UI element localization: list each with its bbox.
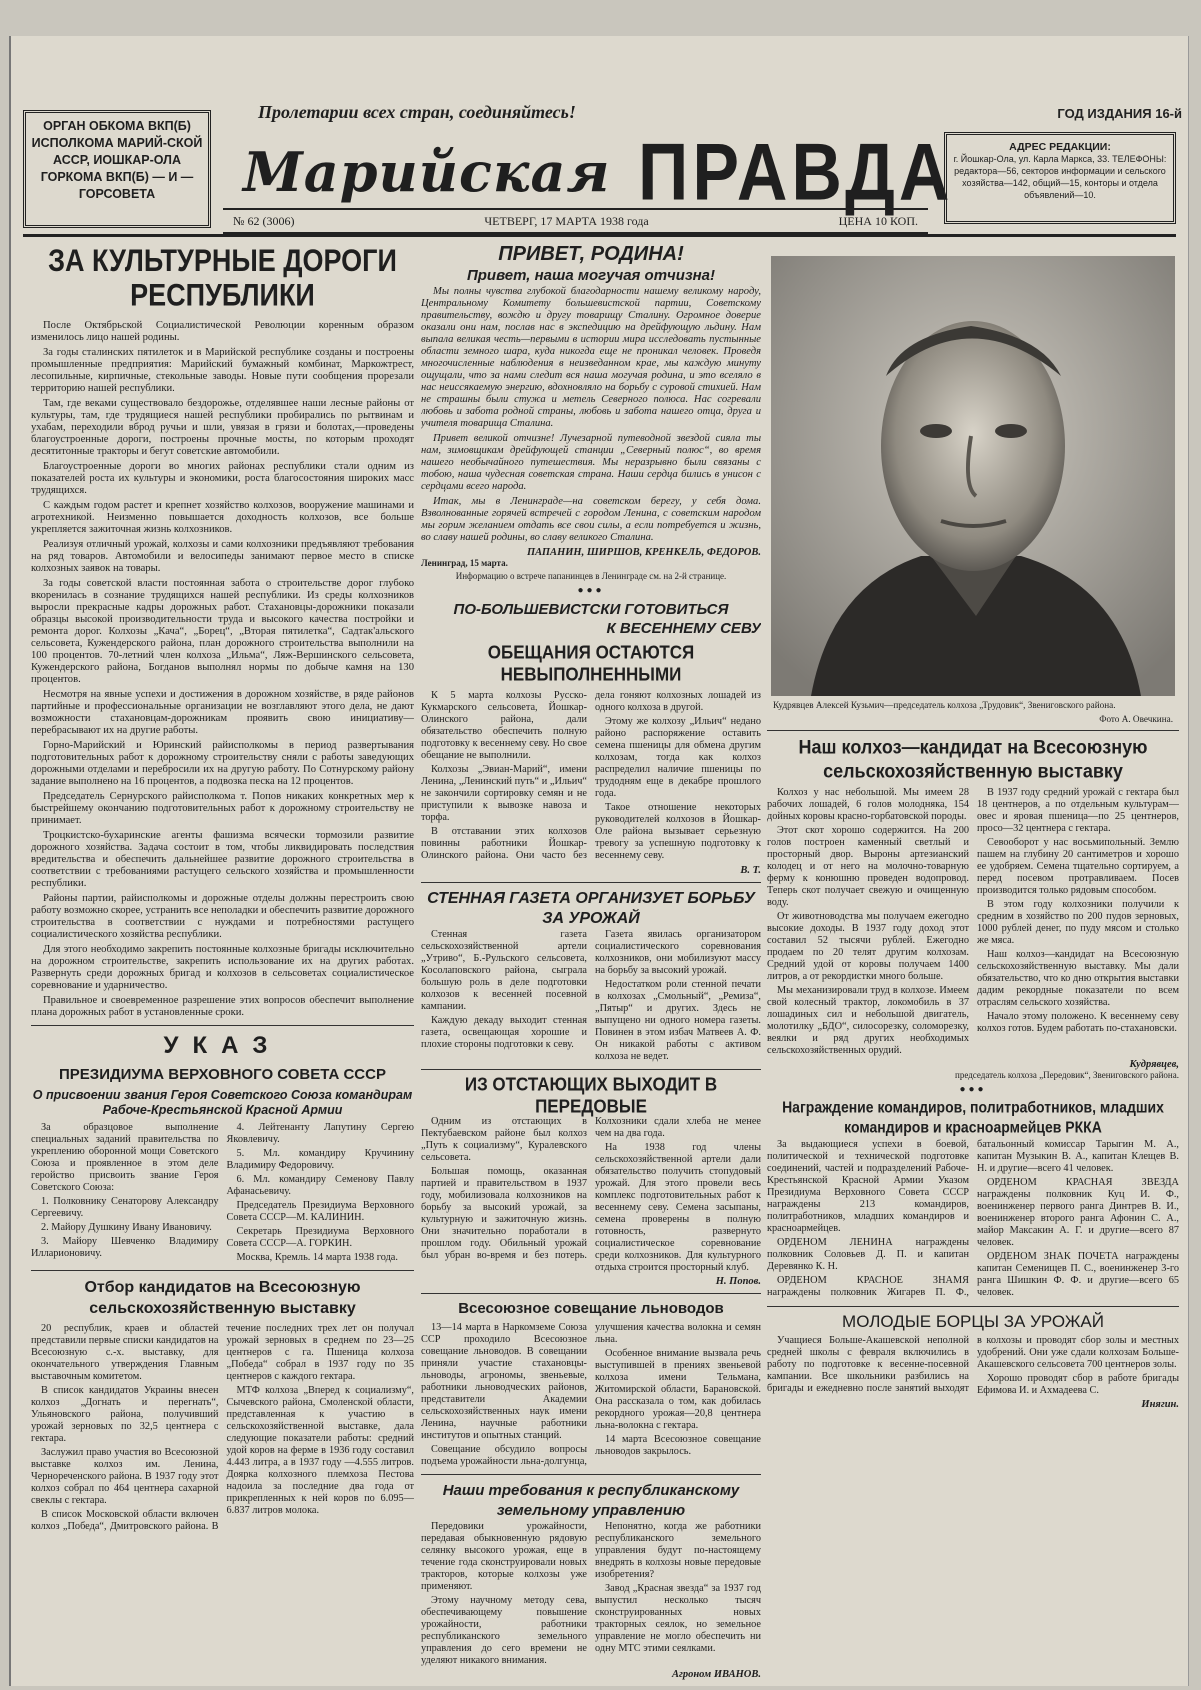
portrait-photo xyxy=(771,256,1175,696)
paragraph: 2. Майору Душкину Ивану Ивановичу. xyxy=(41,1222,212,1233)
lagging-signature: Н. Попов. xyxy=(715,1276,761,1287)
paragraph: Большая помощь, оказанная партией и правительством в 1937 году, мобилизовала колхозников на борьбу за высокий урожай, за культурную и зажиточную жизнь. Они значительно поработали в прошлом году. Обильный урожай был убран во-время и без потерь. Колхозники сдали хлеба не менее чем на два года. xyxy=(421,1116,761,1261)
title-mariyskaya: Марийская xyxy=(243,140,611,204)
organ-box: ОРГАН ОБКОМА ВКП(Б) ИСПОЛКОМА МАРИЙ-СКОЙ АССР, ИОШКАР-ОЛА ГОРКОМА ВКП(Б) — И — ГОРСОВЕТА xyxy=(23,110,211,228)
flax-headline: Всесоюзное совещание льноводов xyxy=(458,1300,724,1317)
paragraph: 3. Майору Шевченко Владимиру Илларионовичу. xyxy=(31,1236,219,1259)
ukaz-title: ПРЕЗИДИУМА ВЕРХОВНОГО СОВЕТА СССР xyxy=(59,1066,386,1083)
paragraph: За выдающиеся успехи в боевой, политической и технической подготовке соединений, частей и подразделений Рабоче-Крестьянской Красной Армии Указом Президиума Верховного Совета СССР награждены 213 командиров, политработников, младших командиров и красноармейцев. xyxy=(767,1139,969,1234)
paragraph: Реализуя отличный урожай, колхозы и сами колхозники предъявляют требования на ряд товаров. Автомобили и велосипеды занимают первое место в списке колхозных заявок на товары. xyxy=(31,539,414,574)
promises-body xyxy=(421,690,761,863)
paragraph: К 5 марта колхозы Русско-Кукмарского сельсовета, Йошкар-Олинского района, дали обязательство обеспечить полную подготовку к весеннему севу. Но свое обещание не выполнили. xyxy=(421,690,587,761)
photo-credit: Фото А. Овечкина. xyxy=(1099,714,1173,724)
paragraph: Каждую декаду выходит стенная газета, освещающая хорошие и плохие стороны подготовки к севу. xyxy=(421,1015,587,1050)
wallpaper-body xyxy=(421,929,761,1063)
paragraph: Стенная газета сельскохозяйственной артели „Утриво“, Б.-Рульского сельсовета, Косолаповского района, сыграла большую роль в деле подготовки колхозов к весенней посевной кампании. xyxy=(421,929,587,1012)
address-box xyxy=(944,132,1176,224)
paragraph: Привет великой отчизне! Лучезарной путеводной звездой сияла ты нам, зимовщикам дрейфующей станции „Северный полюс“, во время нашего необычайного путешествия. Мы неразрывно были связаны с тобою, наша чудесная советская страна. Наши сердца бились в унисон с сердцами всего народа. xyxy=(421,433,761,492)
paragraph: Совещание обсудило вопросы подъема урожайности льна-долгунца, улучшения качества волокна и семян льна. xyxy=(421,1322,761,1467)
young-headline: МОЛОДЫЕ БОРЦЫ ЗА УРОЖАЙ xyxy=(842,1312,1104,1331)
awards-body xyxy=(767,1139,1179,1300)
greeting-note: Информацию о встрече папанинцев в Ленинграде см. на 2-й странице. xyxy=(455,571,727,581)
paragraph: 14 марта Всесоюзное совещание льноводов закрылось. xyxy=(595,1434,761,1457)
paragraph: Особенное внимание вызвала речь выступившей в прениях звеньевой колхоза имени Тельмана, Житомирской области, Барановской. Она рассказала о том, как добилась рекордного урожая—20,8 центнера льна-волокна с гектара. xyxy=(595,1348,761,1431)
paragraph: Колхоз у нас небольшой. Мы имеем 28 рабочих лошадей, 6 голов молодняка, 154 дойных коровы красно-горбатовской породы. xyxy=(767,787,969,822)
address-text: г. Йошкар-Ола, ул. Карла Маркса, 33. ТЕЛЕФОНЫ: редактора—56, секторов информации и сельского хозяйства—142, общий—15, конторы и отдела объявлений—10. xyxy=(953,154,1167,200)
paragraph: Для этого необходимо закрепить постоянные колхозные бригады исключительно на дорожном строительстве, закрепить использование их на других работах. Развернуть среди дорожных бригад и колхозов в сельсоветах социалистическое соревнование и ударничество. xyxy=(31,944,414,991)
paragraph: Колхозы „Эвиан-Марий“, имени Ленина, „Ленинский путь“ и „Ильич“ не закончили сортировку семян и не приступили к вывозке навоза и торфа. xyxy=(421,764,587,823)
paragraph: Итак, мы в Ленинграде—на советском берегу, у себя дома. Взволнованные горячей встречей с городом Ленина, с советским народом мы горим желанием отдать все свои силы, а если потребуется и жизнь, во славу нашей родины, во славу великого Сталина. xyxy=(421,496,761,543)
paragraph: Газета явилась организатором социалистического соревнования колхозников, они мобилизуют массу на борьбу за высокий урожай. xyxy=(595,929,761,976)
lagging-headline: ИЗ ОТСТАЮЩИХ ВЫХОДИТ В ПЕРЕДОВЫЕ xyxy=(464,1074,718,1117)
young-body xyxy=(767,1335,1179,1397)
editorial-headline: ЗА КУЛЬТУРНЫЕ ДОРОГИ РЕСПУБЛИКИ xyxy=(48,243,397,313)
greeting-place: Ленинград, 15 марта. xyxy=(421,558,508,568)
paragraph: За годы сталинских пятилеток и в Марийской республике созданы и построены промышленные предприятия: Марийский бумажный комбинат, Маркожтрест, лесопильные, кирпичные, стекольные заводы. Новые пути сообщения прорезали территорию нашей республики. xyxy=(31,347,414,394)
ukaz-body xyxy=(31,1122,414,1264)
greeting-headline: ПРИВЕТ, РОДИНА! xyxy=(498,243,684,265)
paragraph: 20 республик, краев и областей представили первые списки кандидатов на Всесоюзную с.-х. выставку, для окончательного утверждения Главным выставочным комитетом. xyxy=(31,1323,219,1382)
paragraph: 13—14 марта в Наркомземе Союза ССР проходило Всесоюзное совещание льноводов. В совещании приняли участие стахановцы-льноводы, агрономы, звеньевые, работники льноводческих районов, представители Академии сельскохозяйственных наук имени Ленина, научные работники институтов и опытных станций. xyxy=(421,1322,587,1441)
paragraph: В 1937 году средний урожай с гектара был 18 центнеров, а по отдельным культурам—овес и яровая пшеница—по 25 центнеров, просо—32 центнера с гектара. xyxy=(977,787,1179,834)
masthead xyxy=(23,90,1176,230)
requests-signature: Агроном ИВАНОВ. xyxy=(671,1669,761,1680)
sowing-headline-1: ПО-БОЛЬШЕВИСТСКИ ГОТОВИТЬСЯ xyxy=(453,601,729,618)
paragraph: 6. Мл. командиру Семенову Павлу Афанасьевичу. xyxy=(226,1174,414,1197)
paragraph: Там, где веками существовало бездорожье, отделявшее наши лесные районы от культуры, там, где трудящиеся нашей республики пробирались по рытвинам и ухабам, переходили вброд ручьи и шли, увязая в грязи и болотах,—проведены благоустроенные дороги, построены прочные мосты, по которым проходят десятитонные тракторы и бегут советские автомобили. xyxy=(31,398,414,457)
paragraph: В список Московской области включен колхоз „Победа“, Дмитровского района. В течение последних трех лет он получал урожай зерновых в среднем по 23—25 центнеров с га. Пшеница колхоза „Победа“ собрал в 1937 году по 35 центнеров с каждого гектара. xyxy=(31,1323,414,1532)
dateline xyxy=(223,208,928,234)
selection-headline: Отбор кандидатов на Всесоюзную сельскохозяйственную выставку xyxy=(84,1279,361,1317)
paragraph: В отставании этих колхозов повинны работники Йошкар-Олинского района. Они часто без дела гоняют колхозных лошадей из одного колхоза в другой. xyxy=(421,690,761,861)
paragraph: Мы полны чувства глубокой благодарности нашему великому народу, Центральному Комитету большевистской партии, Советскому правительству, вождю и другу товарищу Сталину. Огромное доверие оказали они нам, послав нас в экспедицию на дрейфующую льдину. Нам выпала великая честь—первыми в истории мира исследовать пустынные области земного шара, куда никогда еще не проникал человек. Проведя многочисленные наблюдения в неизведанном крае, мы каждую минуту ощущали, что за нами следит вся наша могучая родина, и это вселяло в нас неиссякаемую энергию, вдохновляло на борьбу с суровой стихией. Нам не страшны были стужа и метель Северного полюса. Нас согревали любовь и забота родной страны, любовь и забота нашего отца, друга и учителя товарища Сталина. xyxy=(421,286,761,429)
year-label: ГОД ИЗДАНИЯ 16-й xyxy=(1057,106,1182,121)
paragraph: Благоустроенные дороги во многих районах республики стали одним из показателей роста их культуры и экономики, роста благосостояния широких масс трудящихся. xyxy=(31,461,414,496)
sowing-headline-2: К ВЕСЕННЕМУ СЕВУ xyxy=(606,620,761,637)
paragraph: ОРДЕНОМ КРАСНОЕ ЗНАМЯ награждены полковник Жигарев П. Ф., батальонный комиссар Тарыгин М. А., капитан Музыкин В. А., капитан Клещев В. Н. и другие—всего 41 человек. xyxy=(767,1139,1179,1298)
paragraph: В список кандидатов Украины внесен колхоз „Догнать и перегнать“, Ульяновского района, получивший урожай зерновых по 32,5 центнера с гектара. xyxy=(31,1385,219,1444)
paragraph: Передовики урожайности, передавая обыкновенную рядовую селянку высокого урожая, еще в течение года сконструировали новых тракторов, которые колхозы уже применяют. xyxy=(421,1521,587,1592)
paragraph: Председатель Президиума Верховного Совета СССР—М. КАЛИНИН. xyxy=(226,1200,414,1223)
paragraph: Одним из отстающих в Пектубаевском районе был колхоз „Путь к социализму“, Куралевского сельсовета. xyxy=(421,1116,587,1163)
title-pravda: ПРАВДА xyxy=(638,127,954,217)
issue-number: № 62 (3006) xyxy=(233,213,295,228)
greeting-subheadline: Привет, наша могучая отчизна! xyxy=(466,267,716,284)
greeting-body xyxy=(421,286,761,544)
paragraph: ОРДЕНОМ КРАСНАЯ ЗВЕЗДА награждены полковник Куц И. Ф., военинженер первого ранга Динтрев В. И., военинженер второго ранга Афонин С. А., майор Максакин А. Г. и другие—всего 87 человек. xyxy=(977,1177,1179,1248)
paragraph: Этому же колхозу „Ильич“ недано районо распоряжение оставить семена пшеницы для обмена другим колхозам, тогда как колхоз распределил наличие пшеницы по трудодням еще в декабре прошлого года. xyxy=(595,716,761,799)
paragraph: Наш колхоз—кандидат на Всесоюзную сельскохозяйственную выставку. Мы дали обязательство, что ко дню открытия выставки дадим рекордные показатели по всем отраслям сельского хозяйства. xyxy=(977,949,1179,1008)
newspaper-page xyxy=(9,36,1189,1686)
ukaz-heading: УКАЗ xyxy=(163,1032,282,1059)
paragraph: Завод „Красная звезда“ за 1937 год выпустил несколько тысяч сконструированных новых тракторных сеялок, но земельное управление не могло обеспечить ни одну МТС этими сеялками. xyxy=(595,1583,761,1654)
paragraph: Недостатком роли стенной печати в колхозах „Смольный“, „Ремиза“, „Пятыр“ и других. Здесь не выпущено ни одного номера газеты. Повинен в этом избач Матвеев А. Ф. Он никакой работы с активом колхоза не ведет. xyxy=(595,979,761,1062)
slogan: Пролетарии всех стран, соединяйтесь! xyxy=(258,102,576,122)
ukaz-subtitle: О присвоении звания Героя Советского Союза командирам Рабоче-Крестьянской Красной Армии xyxy=(32,1088,413,1117)
paragraph: Правильное и своевременное разрешение этих вопросов обеспечит выполнение плана дорожных работ в установленные сроки. xyxy=(31,995,414,1018)
greeting-signers: ПАПАНИН, ШИРШОВ, КРЕНКЕЛЬ, ФЕДОРОВ. xyxy=(526,547,761,558)
paragraph: В этом году колхозники получили к средним в хозяйство по 200 пудов зерновых, 1000 рублей денег, по пуду мясом и столько же мяса. xyxy=(977,899,1179,946)
paragraph: МТФ колхоза „Вперед к социализму“, Сычевского района, Смоленской области, представленная к участию в сельскохозяйственной выставке, дала следующие показатели работы: средний удой коров на ферме в 1936 году составил 4.443 литра, а в 1937 году —4.555 литров. Доярка колхозного племхоза Пестова надоила за последние два года от прикрепленных к ней коров по 6.095—6.837 литров молока. xyxy=(226,1385,414,1516)
price: ЦЕНА 10 КОП. xyxy=(838,213,918,228)
wallpaper-headline: СТЕННАЯ ГАЗЕТА ОРГАНИЗУЕТ БОРЬБУ ЗА УРОЖАЙ xyxy=(427,890,755,927)
paragraph: С каждым годом растет и крепнет хозяйство колхозов, вооружение машинами и агротехникой. Неизменно повышается доходность колхозов, все больше укрепляется зажиточная жизнь колхозников. xyxy=(31,500,414,535)
paragraph: От животноводства мы получаем ежегодно высокие доходы. В 1937 году доход этот составил 52 тысячи рублей. Ежегодно продаем по 20 телят другим колхозам. Средний удой от коровы получаем 1400 литров, а от рекордистки много больше. xyxy=(767,911,969,982)
awards-headline: Награждение командиров, политработников, младших командиров и красноармейцев РККА xyxy=(782,1098,1164,1136)
selection-body xyxy=(31,1323,414,1533)
paragraph: Севооборот у нас восьмипольный. Землю пашем на глубину 20 сантиметров и хорошо ее удобряем. Семена тщательно сортируем, а перед посевом протравливаем. Посев производится только рядовым способом. xyxy=(977,837,1179,896)
collective-farm-signer-role: председатель колхоза „Передовик“, Звениговского района. xyxy=(955,1070,1179,1080)
paragraph: За годы советской власти постоянная забота о строительстве дорог глубоко вкоренилась в сознание трудящихся нашей республики. Из среды колхозников выросли прекрасные кадры дорожных работ. Стахановцы-дорожники показали образцы высокой производительности труда и высокого качества постройки и ремонта дорог. Колхозы „Кача“, „Борец“, „Вторая пятилетка“, Садтак'альского сельсовета, Кужендерского района, план дорожного строительства выполнили на 100 процентов. 70-летний член колхоза „Ильма“, Ляж-Вершинского сельсовета, Кужендерского района, Богданов выполнял нормы по добыче камня на 130 процентов. xyxy=(31,578,414,685)
paragraph: ОРДЕНОМ ЛЕНИНА награждены полковник Соловьев Д. П. и капитан Деревянко К. Н. xyxy=(767,1237,969,1272)
paragraph: 1. Полковнику Сенаторову Александру Сергеевичу. xyxy=(31,1196,219,1219)
paragraph: Председатель Сернурского райисполкома т. Попов никаких конкретных мер к быстрейшему окончанию подготовительных работ к дорожному строительству не принимает. xyxy=(31,791,414,826)
paragraph: Секретарь Президиума Верховного Совета СССР—А. ГОРКИН. xyxy=(226,1226,414,1249)
promises-signature: В. Т. xyxy=(740,865,761,876)
paragraph: Хорошо проводят сбор в работе бригады Ефимова И. и Ахмадеева С. xyxy=(977,1373,1179,1396)
paragraph: 5. Мл. командиру Кручинину Владимиру Федоровичу. xyxy=(226,1148,414,1171)
paragraph: Мы механизировали труд в колхозе. Имеем свой колесный трактор, локомобиль в 37 лошадиных сил и небольшой двигатель, молотилку „БДО“, силосорезку, соломорезку, веялки и ряд других необходимых сельскохозяйственных орудий. xyxy=(767,985,969,1056)
collective-farm-body xyxy=(767,787,1179,1057)
paragraph: Начало этому положено. К весеннему севу колхоз готов. Будем работать по-стахановски. xyxy=(977,1011,1179,1034)
requests-body xyxy=(421,1521,761,1667)
paragraph: Непонятно, когда же работники республиканского земельного управления будут по-настоящему внедрять в колхозы новые передовые изобретения? xyxy=(595,1521,761,1580)
paragraph: Такое отношение некоторых руководителей колхозов в Йошкар-Оле района вызывает серьезную тревогу за успешную подготовку к весеннему севу. xyxy=(595,802,761,861)
flax-body xyxy=(421,1322,761,1468)
paragraph: Несмотря на явные успехи и достижения в дорожном хозяйстве, в ряде районов партийные и профессиональные организации не возглавляют этого дела, не дают возможности стахановцам-дорожникам проявить свою инициативу—перебрасывают их на другие работы. xyxy=(31,689,414,736)
collective-farm-signature: Кудрявцев, xyxy=(1129,1059,1179,1070)
paragraph: 4. Лейтенанту Лапутину Сергею Яковлевичу. xyxy=(226,1122,414,1145)
column-left xyxy=(31,242,414,1672)
paragraph: Троцкистско-бухаринские агенты фашизма всячески тормозили развитие дорожного хозяйства. Задача состоит в том, чтобы ликвидировать последствия вредительства и обеспечить дальнейшее развитие дорожного строительства в соответствии с требованиями растущего сельского хозяйства и промышленности республики. xyxy=(31,830,414,889)
address-title: АДРЕС РЕДАКЦИИ: xyxy=(1009,141,1111,153)
masthead-rule xyxy=(23,234,1176,237)
young-signature: Инягин. xyxy=(1141,1399,1179,1410)
paragraph: На 1938 год члены сельскохозяйственной артели дали обязательство получить стопудовый урожай. Для этого провели весь комплекс подготовительных работ к весеннему севу. Семена засыпаны, семена проверены в полную готовность, развернуто социалистическое соревнование среди колхозников. Для культурного отдыха строится просторный клуб. xyxy=(595,1142,761,1273)
lagging-body xyxy=(421,1116,761,1274)
paragraph: Заслужил право участия во Всесоюзной выставке колхоз им. Ленина, Чернореченского района. В 1937 году этот колхоз собрал по 464 центнера сахарной свеклы с гектара. xyxy=(31,1447,219,1506)
column-right: Кудрявцев Алексей Кузьмич—председатель колхоза „Трудовик“, Звениговского района. Фото А. Овечкина. Наш колхоз—кандидат на Всесоюзную сельскохозяйственную выставку Колхоз у нас небольшой. Мы имеем 28 рабочих лошадей, 6 голов молодняка, 154 дойных коровы красно-горбатовской породы. Этот скот хорошо содержится. На 200 голов построен каменный светлый и просторный двор. Выроны артезианский колодец и от него на молочно-товарную ферму к конюшню проведен водопровод. Теперь скот получает свежую и очищенную воду. От животноводства мы получаем ежегодно высокие доходы. В 1937 году доход этот составил 52 тысячи рублей. Ежегодно продаем по 20 телят другим колхозам. Средний удой от коровы получаем 1400 литров, а от рекордистки много больше. Мы механизировали труд в колхозе. Имеем свой колесный трактор, локомобиль в 37 лошадиных сил и небольшой двигатель, молотилку „БДО“, силосорезку, соломорезку, веялки и ряд других необходимых сельскохозяйственных орудий. В 1937 году средний урожай с гектара был 18 центнеров, а по отдельным культурам—овес и яровая пшеница—по 25 центнеров, просо—32 центнера с гектара. Севооборот у нас восьмипольный. Землю пашем на глубину 20 сантиметров и хорошо ее удобряем. Семена тщательно сортируем, а перед посевом протравливаем. Посев производится только рядовым способом. В этом году колхозники получили к средним в хозяйство по 200 пудов зерновых, 1000 рублей денег, по пуду мясом и столько же мяса. Наш колхоз—кандидат на Всесоюзную сельскохозяйственную выставку. Мы дали обязательство, что ко дню открытия выставки дадим рекордные показатели по всем отраслям сельского хозяйства. Начало этому положено. К весеннему севу колхоз готов. Будем работать по-стахановски. Кудрявцев, председатель колхоза „Передовик“, Звениговского района. ●●● Награждение командиров, политработников, младших командиров и красноармейцев РККА За выдающиеся успехи в боевой, политической и технической подготовке соединений, частей и подразделений Рабоче-Крестьянской Красной Армии Указом Президиума Верховного Совета СССР награждены 213 командиров, политработников, младших командиров и красноармейцев. ОРДЕНОМ ЛЕНИНА награждены полковник Соловьев Д. П. и капитан Деревянко К. Н. ОРДЕНОМ КРАСНОЕ ЗНАМЯ награждены полковник Жигарев П. Ф., батальонный комиссар Тарыгин М. А., капитан Музыкин В. А., капитан Клещев В. Н. и другие—всего 41 человек. ОРДЕНОМ КРАСНАЯ ЗВЕЗДА награждены полковник Куц И. Ф., военинженер первого ранга Динтрев В. И., военинженер второго ранга Афонин С. А., майор Максакин А. Г. и другие—всего 87 человек. ОРДЕНОМ ЗНАК ПОЧЕТА награждены капитан Семенищев П. С., военинженер 3-го ранга Шишкин Ф. Ф. и другие—всего 65 человек. МОЛОДЫЕ БОРЦЫ ЗА УРОЖАЙ Учащиеся Больше-Акашевской неполной средней школы с февраля включились в работу по подготовке к весенне-посевной кампании. Все школьники разбились на бригады и ежедневно после занятий выходят в колхозы и проводят сбор золы и местных удобрений. Они уже сдали колхозам Больше-Акашевского сельсовета 700 центнеров золы. Хорошо проводят сбор в работе бригады Ефимова И. и Ахмадеева С. Инягин. xyxy=(767,242,1179,1682)
collective-farm-headline: Наш колхоз—кандидат на Всесоюзную сельскохозяйственную выставку xyxy=(798,735,1148,783)
paragraph: ОРДЕНОМ ЗНАК ПОЧЕТА награждены капитан Семенищев П. С., военинженер 3-го ранга Шишкин Ф. Ф. и другие—всего 65 человек. xyxy=(977,1251,1179,1298)
paragraph: Этому научному методу сева, обеспечивающему повышение урожайности, работники республиканского земельного управления до сего времени не уделяют никакого внимания. xyxy=(421,1595,587,1666)
requests-headline: Наши требования к республиканскому земельному управлению xyxy=(442,1482,740,1519)
photo-caption: Кудрявцев Алексей Кузьмич—председатель колхоза „Трудовик“, Звениговского района. xyxy=(773,700,1116,710)
paragraph: После Октябрьской Социалистической Революции коренным образом изменилось лицо нашей родины. xyxy=(31,320,414,343)
editorial-body xyxy=(31,320,414,1019)
column-middle: ПРИВЕТ, РОДИНА! Привет, наша могучая отчизна! Мы полны чувства глубокой благодарности нашему великому народу, Центральному Комитету большевистской партии, Советскому правительству, вождю и другу товарищу Сталину. Огромное доверие оказали они нам, послав нас в экспедицию на дрейфующую льдину. Нам выпала великая честь—первыми в истории мира исследовать пустынные области земного шара, куда никогда еще не проникал человек. Проведя многочисленные наблюдения в неизведанном крае, мы каждую минуту ощущали, что за нами следит вся наша могучая родина, и это вселяло в нас неиссякаемую энергию, вдохновляло на борьбу с суровой стихией. Нам не страшны были стужа и метель Северного полюса. Нас согревали любовь и забота родной страны, любовь и забота нашего отца, друга и учителя товарища Сталина. Привет великой отчизне! Лучезарной путеводной звездой сияла ты нам, зимовщикам дрейфующей станции „Северный полюс“, во время нашего необычайного путешествия. Мы неразрывно были связаны с тобою, наша чудесная советская страна. Наши сердца бились в унисон с сердцами всего народа. Итак, мы в Ленинграде—на советском берегу, у себя дома. Взволнованные горячей встречей с городом Ленина, с советским народом мы горим желанием отдать все свои силы, а если потребуется и жизнь, во славу нашей родины, во славу великого Сталина. ПАПАНИН, ШИРШОВ, КРЕНКЕЛЬ, ФЕДОРОВ. Ленинград, 15 марта. Информацию о встрече папанинцев в Ленинграде см. на 2-й странице. ●●● ПО-БОЛЬШЕВИСТСКИ ГОТОВИТЬСЯ К ВЕСЕННЕМУ СЕВУ ОБЕЩАНИЯ ОСТАЮТСЯ НЕВЫПОЛНЕННЫМИ К 5 марта колхозы Русско-Кукмарского сельсовета, Йошкар-Олинского района, дали обязательство обеспечить полную подготовку к весеннему севу. Но свое обещание не выполнили. Колхозы „Эвиан-Марий“, имени Ленина, „Ленинский путь“ и „Ильич“ не закончили сортировку семян и не приступили к вывозке навоза и торфа. В отставании этих колхозов повинны работники Йошкар-Олинского района. Они часто без дела гоняют колхозных лошадей из одного колхоза в другой. Этому же колхозу „Ильич“ недано районо распоряжение оставить семена пшеницы для обмена другим колхозам, тогда как колхоз распределил наличие пшеницы по трудодням еще в декабре прошлого года. Такое отношение некоторых руководителей колхозов в Йошкар-Оле района вызывает серьезную тревогу за успешную подготовку к весеннему севу. В. Т. СТЕННАЯ ГАЗЕТА ОРГАНИЗУЕТ БОРЬБУ ЗА УРОЖАЙ Стенная газета сельскохозяйственной артели „Утриво“, Б.-Рульского сельсовета, Косолаповского района, сыграла большую роль в деле подготовки колхозов к весенней посевной кампании. Каждую декаду выходит стенная газета, освещающая хорошие и плохие стороны подготовки к севу. Газета явилась организатором социалистического соревнования колхозников, они мобилизуют массу на борьбу за высокий урожай. Недостатком роли стенной печати в колхозах „Смольный“, „Ремиза“, „Пятыр“ и других. Здесь не выпущено ни одного номера газеты. Повинен в этом избач Матвеев А. Ф. Он никакой работы с активом колхоза не ведет. ИЗ ОТСТАЮЩИХ ВЫХОДИТ В ПЕРЕДОВЫЕ Одним из отстающих в Пектубаевском районе был колхоз „Путь к социализму“, Куралевского сельсовета. Большая помощь, оказанная партией и правительством в 1937 году, мобилизовала колхозников на борьбу за высокий урожай, за культурную и зажиточную жизнь. Они значительно поработали в прошлом году. Обильный урожай был убран во-время и без потерь. Колхозники сдали хлеба не менее чем на два года. На 1938 год члены сельскохозяйственной артели дали обязательство получить стопудовый урожай. Для этого провели весь комплекс подготовительных работ к весеннему севу. Семена засыпаны, семена проверены в полную готовность, развернуто социалистическое соревнование среди колхозников. Для культурного отдыха строится просторный клуб. Н. Попов. Всесоюзное совещание льноводов 13—14 марта в Наркомземе Союза ССР проходило Всесоюзное совещание льноводов. В совещании приняли участие стахановцы-льноводы, агрономы, звеньевые, работники льноводческих районов, представители Академии сельскохозяйственных наук имени Ленина, научные работники институтов и опытных станций. Совещание обсудило вопросы подъема урожайности льна-долгунца, улучшения качества волокна и семян льна. Особенное внимание вызвала речь выступившей в прениях звеньевой колхоза имени Тельмана, Житомирской области, Барановской. Она рассказала о том, как добилась рекордного урожая—20,8 центнера льна-волокна с гектара. 14 марта Всесоюзное совещание льноводов закрылось. Наши требования к республиканскому земельному управлению Передовики урожайности, передавая обыкновенную рядовую селянку высокого урожая, еще в течение года сконструировали новых тракторов, которые колхозы уже применяют. Этому научному методу сева, обеспечивающему повышение урожайности, работники республиканского земельного управления до сего времени не уделяют никакого внимания. Непонятно, когда же работники республиканского земельного управления будут по-настоящему внедрять в колхозы новые передовые изобретения? Завод „Красная звезда“ за 1937 год выпустил несколько тысяч сконструированных новых тракторных сеялок, но земельное управление не могло обеспечить ни одну МТС этими сеялками. Агроном ИВАНОВ. xyxy=(421,243,761,1680)
promises-headline: ОБЕЩАНИЯ ОСТАЮТСЯ НЕВЫПОЛНЕННЫМИ xyxy=(487,642,695,685)
paragraph: Москва, Кремль. 14 марта 1938 года. xyxy=(236,1252,398,1263)
issue-date: ЧЕТВЕРГ, 17 МАРТА 1938 года xyxy=(484,213,649,228)
paragraph: Учащиеся Больше-Акашевской неполной средней школы с февраля включились в работу по подготовке к весенне-посевной кампании. Все школьники разбились на бригады и ежедневно после занятий выходят в колхозы и проводят сбор золы и местных удобрений. Они уже сдали колхозам Больше-Акашевского сельсовета 700 центнеров золы. xyxy=(767,1335,1179,1394)
paragraph: Районы партии, райисполкомы и дорожные отделы должны перестроить свою работу возможно скорее, устранить все неполадки и обеспечить развитие дорожного строительства в соответствии с нуждами и потребностями растущего социалистического хозяйства республики. xyxy=(31,893,414,940)
paragraph: За образцовое выполнение специальных заданий правительства по укреплению оборонной мощи Советского Союза и проявленное в этом деле геройство присвоить звание Героя Советского Союза: xyxy=(31,1122,219,1193)
paragraph: Этот скот хорошо содержится. На 200 голов построен каменный светлый и просторный двор. Выроны артезианский колодец и от него на молочно-товарную ферму к конюшню проведен водопровод. Теперь скот получает свежую и очищенную воду. xyxy=(767,825,969,908)
paragraph: Горно-Марийский и Юринский райисполкомы в период развертывания подготовительных работ к дорожному строительству сняли с работы заведующих дорожными отделами и перебросили их на другую работу. По Сотнурскому району задание выполнено на 16 процентов, а подвозка песка на 12 процентов. xyxy=(31,740,414,787)
